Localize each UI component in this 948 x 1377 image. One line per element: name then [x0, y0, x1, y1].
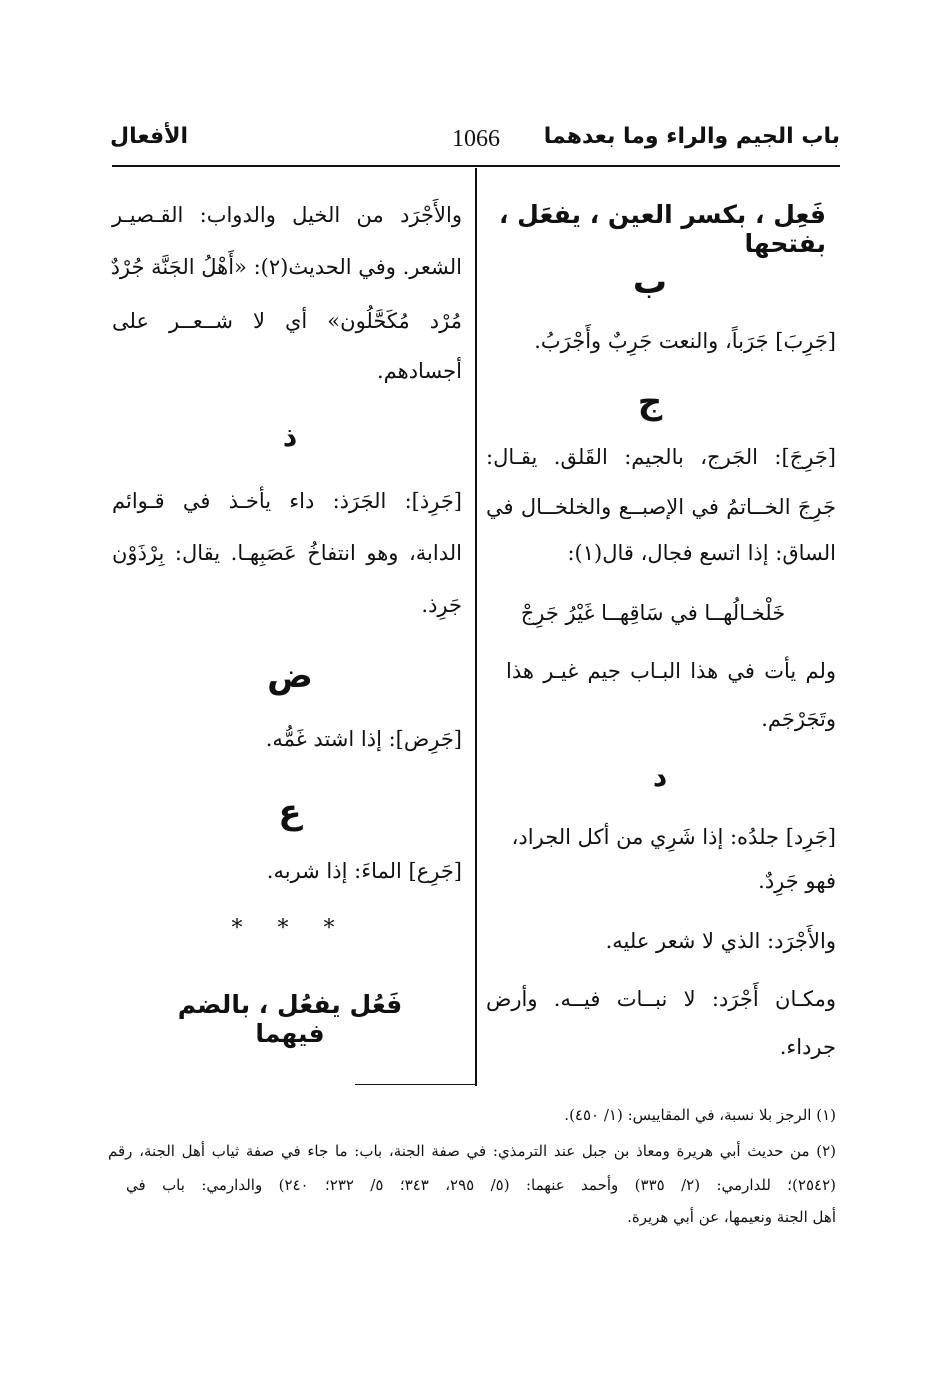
section-heading-fa-ul-yaf-ul: فَعُل يفعُل ، بالضم فيهما: [177, 990, 403, 1048]
entry-jari-ain: [جَرِع] الماءَ: إذا شربه.: [266, 859, 462, 883]
letter-heading-ain: ع: [278, 792, 302, 832]
entry-ajrad-khayl-line4: أجسادهم.: [376, 359, 462, 383]
entry-ajrad-khayl-line3: مُرْد مُكَحَّلُون» أي لا شــعــر على: [112, 309, 462, 333]
footnote-2-line1: (٢) من حديث أبي هريرة ومعاذ بن جبل عند الترمذي: في صفة الجنة، باب: ما جاء في صفة ثياب أهل الجنة، رقم: [108, 1142, 836, 1160]
entry-ajrad-line: والأَجْرَد: الذي لا شعر عليه.: [605, 929, 836, 953]
entry-jarij-line1: [جَرِجَ]: الجَرج، بالجيم: القَلق. يقـال:: [486, 445, 836, 469]
entry-makan-ajrad-line2: جرداء.: [779, 1035, 836, 1059]
entry-jarid-dad: [جَرِض]: إذا اشتد غَمُّه.: [265, 727, 462, 751]
footnote-1: (١) الرجز بلا نسبة، في المقاييس: (١/ ٤٥٠).: [564, 1106, 836, 1124]
note-line2: وتَجَرْجَم.: [761, 707, 836, 731]
header-rule: [112, 165, 840, 167]
letter-heading-dad: ض: [267, 656, 313, 696]
letter-heading-dhal: ذ: [282, 420, 298, 453]
entry-makan-ajrad-line1: ومكـان أَجْرَد: لا نبــات فيــه. وأرض: [486, 987, 836, 1011]
note-line1: ولم يأت في هذا البـاب جيم غيـر هذا: [506, 659, 836, 683]
letter-heading-jim: ج: [637, 382, 663, 422]
running-title-left: الأفعال: [110, 124, 189, 149]
entry-jarib: [جَرِبَ] جَرَباً، والنعت جَرِبٌ وأَجْرَبُ.: [534, 329, 836, 353]
entry-jarith-line1: [جَرِذ]: الجَرَذ: داء يأخـذ في قـوائم: [112, 489, 462, 513]
entry-jarij-line3: الساق: إذا اتسع فجال، قال(١):: [567, 541, 836, 565]
entry-ajrad-khayl-line2: الشعر. وفي الحديث(٢): «أَهْلُ الجَنَّة جُرْدٌ: [110, 255, 462, 279]
section-separator-stars: * * *: [231, 916, 349, 941]
letter-heading-ba: ب: [632, 262, 668, 302]
entry-jarith-line3: جَرِذ.: [421, 593, 462, 617]
footnote-2-line2: (٢٥٤٢)؛ للدارمي: (٢/ ٣٣٥) وأحمد عنهما: (٥/ ٢٩٥، ٣٤٣؛ ٥/ ٢٣٢؛ ٢٤٠) والدارمي: باب في: [126, 1176, 836, 1194]
footnote-2-line3: أهل الجنة ونعيمها، عن أبي هريرة.: [627, 1208, 836, 1226]
verse-line: خَلْخـالُهــا في سَاقِهــا غَيْرُ جَرِجْ: [520, 601, 786, 625]
footnote-rule: [355, 1084, 475, 1085]
page-number: 1066: [452, 126, 500, 152]
letter-heading-dal: د: [652, 760, 668, 793]
entry-jarid-line2: فهو جَرِدٌ.: [758, 869, 836, 893]
entry-jarij-line2: جَرِجَ الخــاتمُ في الإصبــع والخلخــال في: [486, 495, 836, 519]
running-title-right: باب الجيم والراء وما بعدهما: [543, 124, 840, 149]
column-divider: [475, 168, 477, 1086]
section-heading-fail-yafal: فَعِل ، بكسر العين ، يفعَل ، بفتحها: [498, 200, 826, 258]
entry-jarith-line2: الدابة، وهو انتفاخُ عَصَبِهـا. يقال: بِرْذَوْن: [112, 541, 462, 565]
entry-jarid-line1: [جَرِد] جلدُه: إذا شَرِي من أكل الجراد،: [511, 825, 836, 849]
entry-ajrad-khayl-line1: والأَجْرَد من الخيل والدواب: القـصيـر: [112, 203, 462, 227]
